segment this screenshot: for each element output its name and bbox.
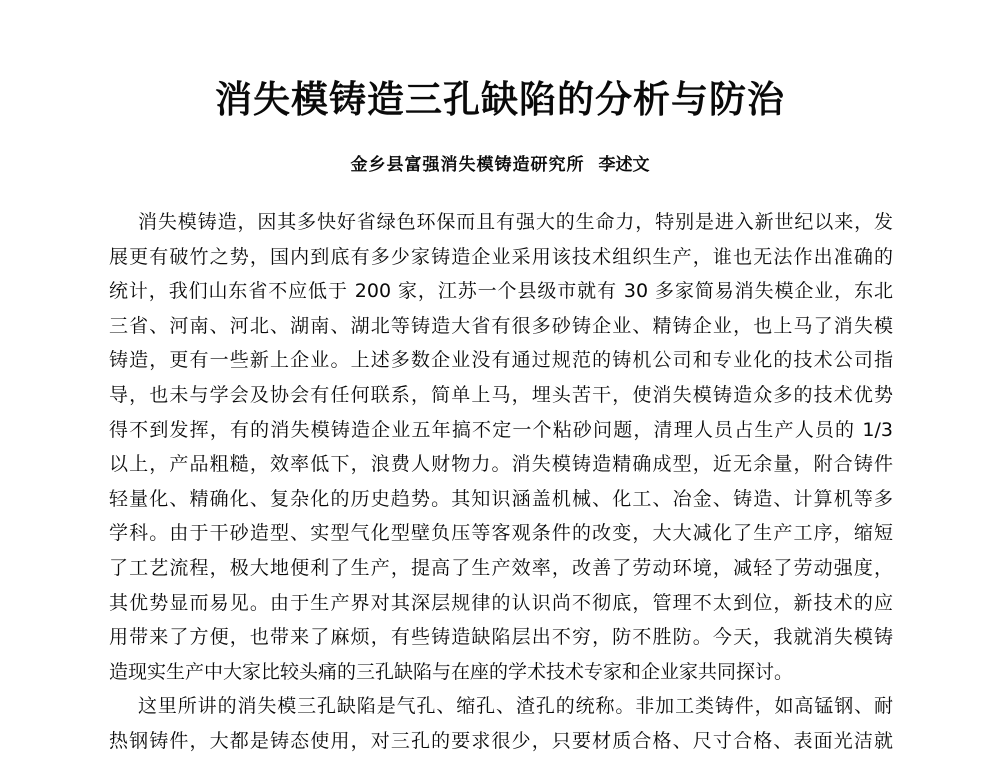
paragraph-line: 轻量化、精确化、复杂化的历史趋势。其知识涵盖机械、化工、冶金、铸造、计算机等多 — [109, 487, 893, 510]
paragraph-line: 了工艺流程，极大地便利了生产，提高了生产效率，改善了劳动环境，减轻了劳动强度， — [109, 556, 893, 579]
paragraph-line: 统计，我们山东省不应低于 200 家，江苏一个县级市就有 30 多家简易消失模企业，东北 — [109, 280, 893, 303]
paragraph-1 — [109, 205, 893, 689]
paragraph-line: 导，也未与学会及协会有任何联系，简单上马，埋头苦干，使消失模铸造众多的技术优势 — [109, 383, 893, 406]
author-organization: 金乡县富强消失模铸造研究所 — [350, 155, 585, 175]
paragraph-line: 热钢铸件，大都是铸态使用，对三孔的要求很少，只要材质合格、尺寸合格、表面光洁就 — [109, 729, 893, 752]
article-body — [109, 205, 893, 759]
paragraph-line: 铸造，更有一些新上企业。上述多数企业没有通过规范的铸机公司和专业化的技术公司指 — [109, 349, 893, 372]
paragraph-line: 以上，产品粗糙，效率低下，浪费人财物力。消失模铸造精确成型，近无余量，附合铸件 — [109, 453, 893, 476]
paragraph-line: 这里所讲的消失模三孔缺陷是气孔、缩孔、渣孔的统称。非加工类铸件，如高锰钢、耐 — [138, 695, 893, 718]
paragraph-line: 用带来了方便，也带来了麻烦，有些铸造缺陷层出不穷，防不胜防。今天，我就消失模铸 — [109, 626, 893, 649]
paragraph-line: 得不到发挥，有的消失模铸造企业五年搞不定一个粘砂问题，清理人员占生产人员的 1/3 — [109, 418, 893, 441]
author-name: 李述文 — [598, 155, 650, 175]
document-title: 消失模铸造三孔缺陷的分析与防治 — [215, 78, 785, 121]
paragraph-line: 学科。由于干砂造型、实型气化型壁负压等客观条件的改变，大大减化了生产工序，缩短 — [109, 522, 893, 545]
paragraph-line: 其优势显而易见。由于生产界对其深层规律的认识尚不彻底，管理不太到位，新技术的应 — [109, 591, 893, 614]
author-byline — [0, 152, 1000, 178]
paragraph-line: 展更有破竹之势，国内到底有多少家铸造企业采用该技术组织生产，谁也无法作出准确的 — [109, 245, 893, 268]
paragraph-line: 三省、河南、河北、湖南、湖北等铸造大省有很多砂铸企业、精铸企业，也上马了消失模 — [109, 314, 893, 337]
paragraph-2 — [109, 689, 893, 758]
paragraph-line: 消失模铸造，因其多快好省绿色环保而且有强大的生命力，特别是进入新世纪以来，发 — [138, 211, 893, 233]
paragraph-line: 造现实生产中大家比较头痛的三孔缺陷与在座的学术技术专家和企业家共同探讨。 — [109, 660, 794, 683]
